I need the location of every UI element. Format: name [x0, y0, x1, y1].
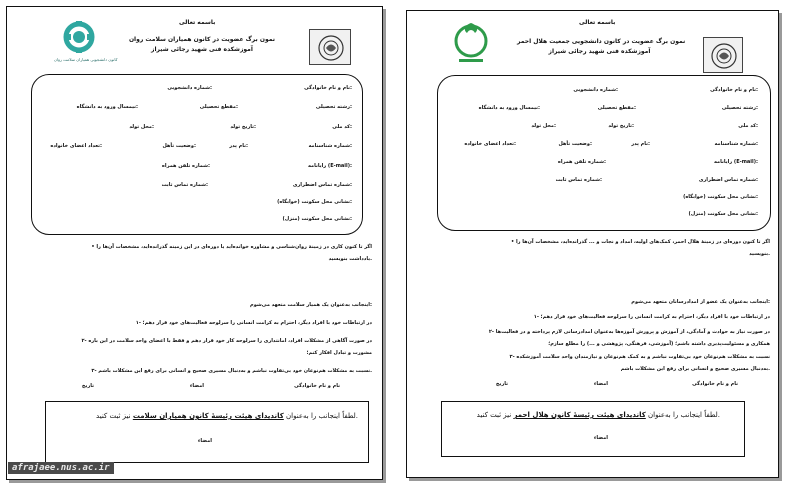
field-emergency: شماره تماس اضطراری: [698, 177, 758, 183]
field-level: مقطع تحصیلی: [597, 105, 636, 111]
commitment-3a: ۳- نسبت به مشکلات هم‌نوعان خود بی‌تفاوت نباشم و به کمک هم‌نوعان و نیازمندان واحد سلامت آموزشکده [509, 354, 770, 360]
red-crescent-logo [451, 19, 491, 65]
personal-info-box [437, 75, 771, 231]
candidate-box [441, 401, 745, 457]
question-line-1: • اگر تا کنون دوره‌ای در زمینهٔ هلال احمر، کمک‌های اولیه، امداد و نجات و ... گذرانده‌اید، مشخصات آن‌ها را [511, 239, 770, 245]
university-seal-icon [309, 29, 351, 65]
commitment-2b: مشورت و تبادل افکار کنم؛ [306, 350, 372, 356]
commitment-1: ۱- در ارتباطات خود با افراد دیگر، احترام به کرامت انسانی را سرلوحه فعالیت‌های خود قرار دهم؛ [533, 314, 770, 320]
health-club-logo [51, 17, 118, 73]
field-email: رایانامه (E-mail): [307, 163, 352, 169]
field-birth-date: تاریخ تولد: [230, 124, 256, 130]
right-form-page [406, 10, 779, 478]
commitment-heading: اینجانب به‌عنوان یک همیار سلامت متعهد می‌شوم: [250, 302, 372, 308]
candidate-pre: لطفاً اینجانب را به‌عنوان [648, 411, 718, 419]
field-emergency: شماره تماس اضطراری: [292, 182, 352, 188]
field-birth-place: محل تولد: [531, 123, 556, 129]
bismillah: باسمه تعالی [179, 19, 216, 26]
field-national-code: کد ملی: [738, 123, 758, 129]
candidate-post: نیز ثبت کنید. [476, 411, 720, 419]
field-email: رایانامه (E-mail): [713, 159, 758, 165]
field-dorm-address: نشانی محل سکونت (خوابگاه): [277, 199, 352, 205]
field-mobile: شماره تلفن همراه: [557, 159, 606, 165]
university-seal-icon [703, 37, 743, 73]
signature-sign-label: امضاء [189, 383, 204, 389]
commitment-2a: ۲- در صورت آگاهی از مشکلات افراد، امانتداری را سرلوحه کار خود قرار دهم و فقط با اعضای واحد سلامت در این باره [81, 338, 372, 344]
personal-info-box [31, 74, 363, 235]
bismillah: باسمه تعالی [579, 19, 616, 26]
field-level: مقطع تحصیلی: [199, 104, 238, 110]
field-entry-year: نیمسال ورود به دانشگاه: [76, 104, 138, 110]
question-line-1: • اگر تا کنون کاری در زمینهٔ روان‌شناسی و مشاوره خوانده‌اید یا دوره‌ای در این زمینه گذرانده‌اید، مشخصات آن‌ها را [91, 244, 372, 250]
field-name: نام و نام خانوادگی: [710, 87, 758, 93]
candidate-main: کاندیدای هیئت رئیسهٔ کانون همیاران سلامت [132, 412, 284, 420]
title-line-1: نمون برگ عضویت در کانون همیاران سلامت روان [128, 36, 276, 43]
form-title [517, 37, 686, 57]
field-major: رشته تحصیلی: [315, 104, 352, 110]
candidate-box [45, 401, 369, 463]
title-line-1: نمون برگ عضویت در کانون دانشجویی جمعیت هلال احمر [517, 38, 686, 45]
field-id-no: شماره شناسنامه: [714, 141, 758, 147]
question-line-2: بنویسید. [749, 251, 770, 257]
title-line-2: آموزشکده فنی شهید رجائی شیراز [151, 46, 253, 53]
signature-date-label: تاریخ [81, 383, 94, 389]
signature-name-label: نام و نام خانوادگی [692, 381, 738, 387]
field-family-count: تعداد اعضای خانواده: [50, 143, 102, 149]
field-entry-year: نیمسال ورود به دانشگاه: [478, 105, 540, 111]
field-home-address: نشانی محل سکونت (منزل): [688, 211, 758, 217]
signature-date-label: تاریخ [495, 381, 508, 387]
commitment-2a: ۲- در صورت نیاز به حوادث و آمادگی، از آموزش و پرورش آموزه‌ها به‌عنوان امدادرسانی لازم پرداخته و در فعالیت‌ها [488, 329, 770, 335]
watermark: afrajaee.nus.ac.ir [8, 462, 114, 474]
logo-caption: کانون دانشجویی همیاران سلامت روان [54, 57, 118, 62]
signature-name-label: نام و نام خانوادگی [294, 383, 340, 389]
field-mobile: شماره تلفن همراه: [161, 163, 210, 169]
field-birth-place: محل تولد: [129, 124, 154, 130]
field-phone: شماره تماس ثابت: [161, 182, 208, 188]
candidate-line [477, 411, 720, 419]
signature-sign-label: امضاء [593, 381, 608, 387]
field-national-code: کد ملی: [332, 124, 352, 130]
candidate-post: نیز ثبت کنید. [96, 412, 358, 420]
commitment-1: ۱- در ارتباطات خود با افراد دیگر، احترام به کرامت انسانی را سرلوحه فعالیت‌های خود قرار دهم؛ [135, 320, 372, 326]
commitment-2b: همکاری و مسئولیت‌پذیری داشته باشم؛ (آموزشی، فرهنگی، پژوهشی و ...) را مطلع سازم؛ [548, 341, 770, 347]
commitment-3b: به‌دنبال مسیری صحیح و انسانی برای رفع این مشکلات باشم. [620, 366, 770, 372]
candidate-main: کاندیدای هیئت رئیسهٔ کانون هلال احمر [513, 411, 646, 419]
field-marital: وضعیت تأهل: [162, 143, 196, 149]
candidate-pre: لطفاً اینجانب را به‌عنوان [286, 412, 356, 420]
candidate-sign-label: امضاء [593, 435, 608, 441]
candidate-line [96, 412, 358, 420]
commitment-heading: اینجانب به‌عنوان یک عضو از امدادرسانان متعهد می‌شوم: [631, 299, 770, 305]
field-student-no: شماره دانشجویی: [573, 87, 618, 93]
field-home-address: نشانی محل سکونت (منزل): [282, 216, 352, 222]
field-major: رشته تحصیلی: [721, 105, 758, 111]
field-id-no: شماره شناسنامه: [308, 143, 352, 149]
candidate-sign-label: امضاء [197, 438, 212, 444]
field-student-no: شماره دانشجویی: [167, 85, 212, 91]
title-line-2: آموزشکده فنی شهید رجائی شیراز [548, 48, 651, 55]
field-family-count: تعداد اعضای خانواده: [464, 141, 516, 147]
field-phone: شماره تماس ثابت: [555, 177, 602, 183]
form-title [127, 35, 277, 55]
field-father: نام پدر: [229, 143, 248, 149]
field-father: نام پدر: [631, 141, 650, 147]
question-line-2: یادداشت بنویسید. [328, 256, 372, 262]
left-form-page [6, 6, 383, 480]
commitment-3: ۳- نسبت به مشکلات هم‌نوعان خود بی‌تفاوت نباشم و به‌دنبال مسیری صحیح و انسانی برای رفع این مشکلات باشم. [91, 368, 372, 374]
field-birth-date: تاریخ تولد: [608, 123, 634, 129]
field-name: نام و نام خانوادگی: [304, 85, 352, 91]
field-dorm-address: نشانی محل سکونت (خوابگاه): [683, 194, 758, 200]
field-marital: وضعیت تأهل: [558, 141, 592, 147]
